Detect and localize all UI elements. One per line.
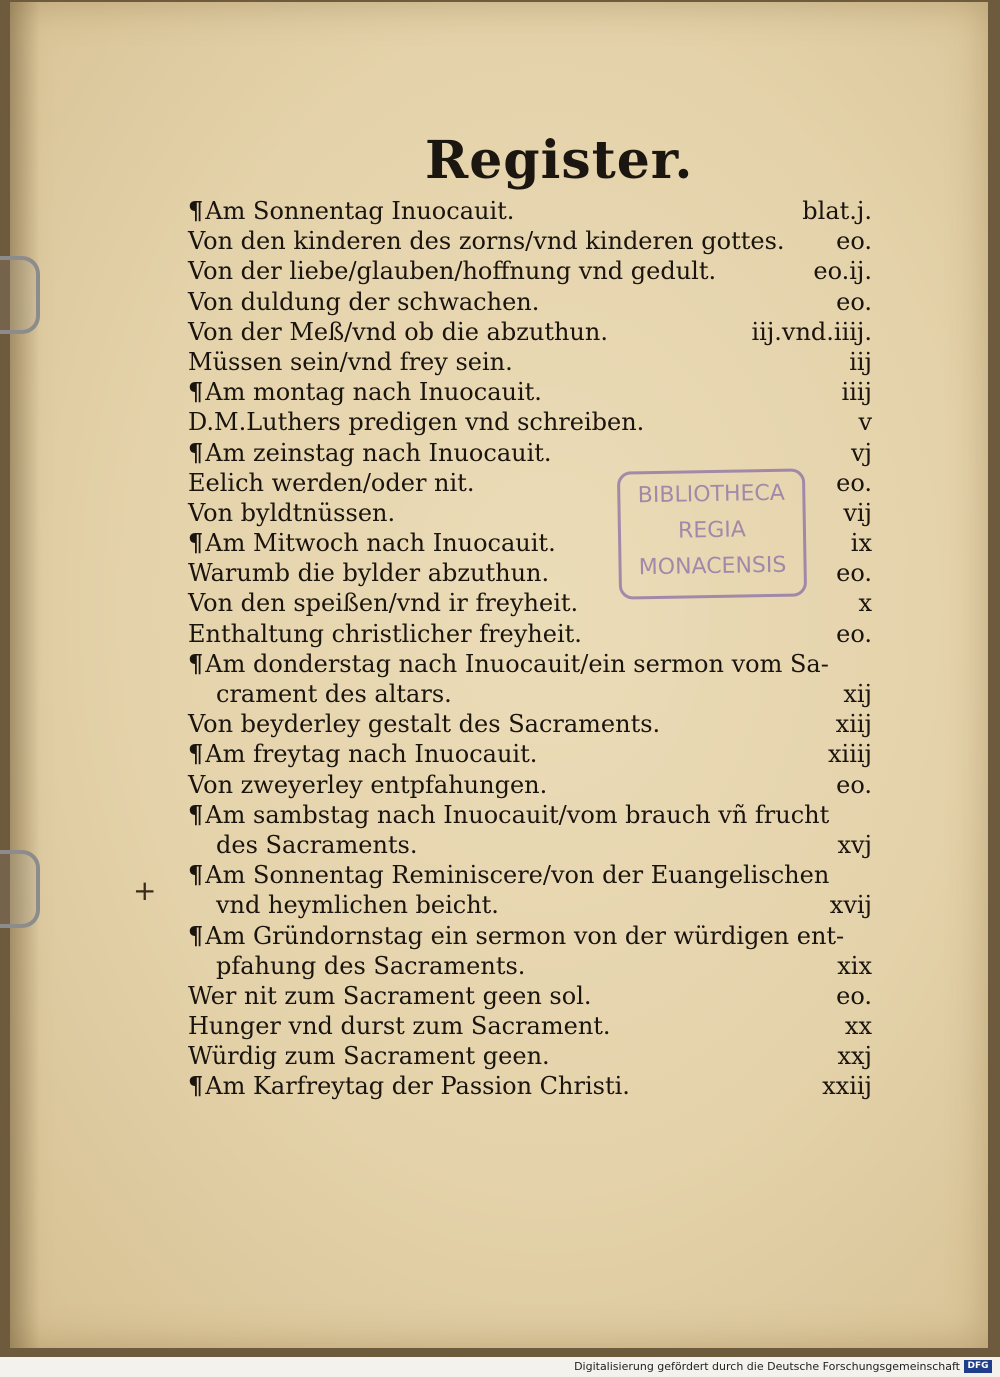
entry-text: [188, 860, 829, 890]
entry-folio: xvij: [829, 891, 872, 920]
entry-folio: ix: [850, 529, 872, 558]
entry-label: D.M.Luthers predigen vnd schreiben.: [188, 408, 645, 437]
register-entry: [188, 921, 872, 951]
entry-label: vnd heymlichen beicht.: [216, 891, 499, 920]
entry-text: [188, 377, 542, 407]
entry-label: Am sambstag nach Inuocauit/vom brauch vñ frucht: [205, 800, 830, 829]
entry-folio: xvj: [837, 830, 872, 859]
entry-folio: v: [858, 408, 872, 437]
stamp-line-1: BIBLIOTHECA: [637, 480, 786, 509]
entry-folio: xxj: [837, 1042, 872, 1071]
entry-folio: eo.ij.: [813, 257, 872, 286]
entry-text: [188, 407, 644, 437]
entry-label: Warumb die bylder abzuthun.: [188, 559, 550, 588]
register-entry: [188, 709, 872, 739]
entry-label: des Sacraments.: [216, 830, 418, 859]
entry-folio: eo.: [836, 981, 872, 1010]
pilcrow-icon: ¶: [188, 739, 204, 769]
register-entry: [188, 317, 872, 347]
entry-folio: xix: [837, 951, 872, 980]
register-entry: [188, 407, 872, 437]
entry-label: Von zweyerley entpfahungen.: [188, 770, 548, 799]
entry-label: Würdig zum Sacrament geen.: [188, 1042, 550, 1071]
entry-folio: iij: [849, 347, 872, 376]
register-list: [188, 196, 872, 1102]
dfg-logo-icon: DFG: [964, 1360, 992, 1373]
register-entry: [188, 830, 872, 860]
library-stamp: [617, 468, 807, 599]
entry-folio: iij.vnd.iiij.: [751, 317, 872, 346]
entry-label: Von der liebe/glauben/hoffnung vnd gedult.: [188, 257, 717, 286]
entry-label: Von duldung der schwachen.: [188, 287, 540, 316]
entry-label: Von der Meß/vnd ob die abzuthun.: [188, 317, 608, 346]
stamp-line-3: MONACENSIS: [638, 552, 787, 581]
entry-label: Am Gründornstag ein sermon von der würdigen ent-: [205, 921, 845, 950]
entry-folio: eo.: [836, 287, 872, 316]
entry-folio: iiij: [841, 378, 872, 407]
entry-label: Am montag nach Inuocauit.: [205, 378, 542, 407]
register-entry: [188, 890, 872, 920]
pilcrow-icon: ¶: [188, 437, 204, 467]
entry-label: pfahung des Sacraments.: [216, 951, 526, 980]
entry-text: [188, 468, 474, 498]
entry-text: [188, 619, 582, 649]
entry-text: [188, 770, 547, 800]
pilcrow-icon: ¶: [188, 648, 204, 678]
entry-folio: eo.: [836, 468, 872, 497]
register-entry: [188, 770, 872, 800]
page-title: Register.: [425, 130, 694, 191]
entry-folio: eo.: [836, 619, 872, 648]
entry-text: [188, 196, 514, 226]
entry-label: Von den speißen/vnd ir freyheit.: [188, 589, 579, 618]
entry-folio: blat.j.: [802, 197, 872, 225]
register-entry: [188, 649, 872, 679]
entry-folio: eo.: [836, 770, 872, 799]
entry-label: Von byldtnüssen.: [188, 498, 396, 527]
entry-text: [188, 588, 578, 618]
entry-folio: xxiij: [822, 1072, 872, 1101]
book-clasp-upper: [0, 256, 40, 334]
entry-text: [188, 528, 556, 558]
entry-label: Am freytag nach Inuocauit.: [205, 740, 538, 769]
entry-label: Am Mitwoch nach Inuocauit.: [205, 529, 556, 558]
entry-folio: eo.: [836, 227, 872, 256]
margin-mark: +: [133, 874, 157, 907]
register-entry: [188, 1041, 872, 1071]
entry-folio: eo.: [836, 559, 872, 588]
entry-folio: xiiij: [827, 740, 872, 769]
register-entry: [188, 377, 872, 407]
entry-text: [188, 1071, 630, 1101]
entry-text: [188, 1011, 611, 1041]
entry-label: Eelich werden/oder nit.: [188, 468, 475, 497]
entry-text: [216, 830, 418, 860]
register-entry: [188, 256, 872, 286]
entry-text: [188, 709, 660, 739]
register-entry: [188, 800, 872, 830]
register-entry: [188, 619, 872, 649]
pilcrow-icon: ¶: [188, 799, 204, 829]
entry-text: [188, 498, 395, 528]
entry-folio: xiij: [835, 710, 872, 739]
entry-label: Müssen sein/vnd frey sein.: [188, 347, 513, 376]
entry-text: [188, 981, 592, 1011]
digitization-footer: [0, 1357, 1000, 1377]
entry-text: [188, 256, 716, 286]
pilcrow-icon: ¶: [188, 860, 204, 890]
entry-folio: x: [858, 589, 872, 618]
entry-text: [188, 739, 537, 769]
register-entry: [188, 438, 872, 468]
stamp-line-2: REGIA: [677, 517, 747, 544]
entry-folio: xij: [843, 680, 872, 708]
register-entry: [188, 287, 872, 317]
register-entry: [188, 196, 872, 226]
entry-label: Hunger vnd durst zum Sacrament.: [188, 1012, 611, 1041]
footer-credit: Digitalisierung gefördert durch die Deutsche Forschungsgemeinschaft: [574, 1360, 960, 1373]
entry-text: [216, 679, 452, 709]
entry-label: crament des altars.: [216, 680, 452, 708]
entry-label: Wer nit zum Sacrament geen sol.: [188, 981, 592, 1010]
entry-folio: vij: [843, 498, 872, 527]
entry-label: Von beyderley gestalt des Sacraments.: [188, 710, 661, 739]
register-entry: [188, 1071, 872, 1101]
entry-text: [188, 287, 539, 317]
entry-text: [216, 951, 525, 981]
entry-folio: vj: [851, 438, 872, 467]
register-entry: [188, 1011, 872, 1041]
entry-text: [188, 317, 608, 347]
entry-label: Enthaltung christlicher freyheit.: [188, 619, 582, 648]
register-entry: [188, 951, 872, 981]
entry-text: [188, 347, 513, 377]
entry-folio: xx: [844, 1012, 872, 1041]
entry-text: [188, 921, 844, 951]
entry-text: [188, 1041, 550, 1071]
entry-text: [188, 649, 829, 679]
pilcrow-icon: ¶: [188, 377, 204, 407]
entry-label: Am Karfreytag der Passion Christi.: [205, 1072, 630, 1101]
entry-text: [188, 438, 552, 468]
entry-text: [188, 800, 829, 830]
entry-label: Von den kinderen des zorns/vnd kinderen gottes.: [188, 227, 785, 256]
register-entry: [188, 679, 872, 709]
register-entry: [188, 226, 872, 256]
gutter-shadow: [10, 2, 40, 1348]
register-entry: [188, 860, 872, 890]
pilcrow-icon: ¶: [188, 528, 204, 558]
register-entry: [188, 347, 872, 377]
entry-text: [216, 890, 499, 920]
entry-label: Am donderstag nach Inuocauit/ein sermon vom Sa-: [205, 649, 829, 678]
pilcrow-icon: ¶: [188, 196, 204, 225]
entry-label: Am Sonnentag Inuocauit.: [205, 197, 515, 225]
book-clasp-lower: [0, 850, 40, 928]
register-entry: [188, 739, 872, 769]
register-entry: [188, 981, 872, 1011]
entry-label: Am zeinstag nach Inuocauit.: [205, 438, 552, 467]
entry-label: Am Sonnentag Reminiscere/von der Euangelischen: [205, 861, 830, 890]
entry-text: [188, 226, 785, 256]
pilcrow-icon: ¶: [188, 1071, 204, 1101]
entry-text: [188, 558, 549, 588]
pilcrow-icon: ¶: [188, 920, 204, 950]
